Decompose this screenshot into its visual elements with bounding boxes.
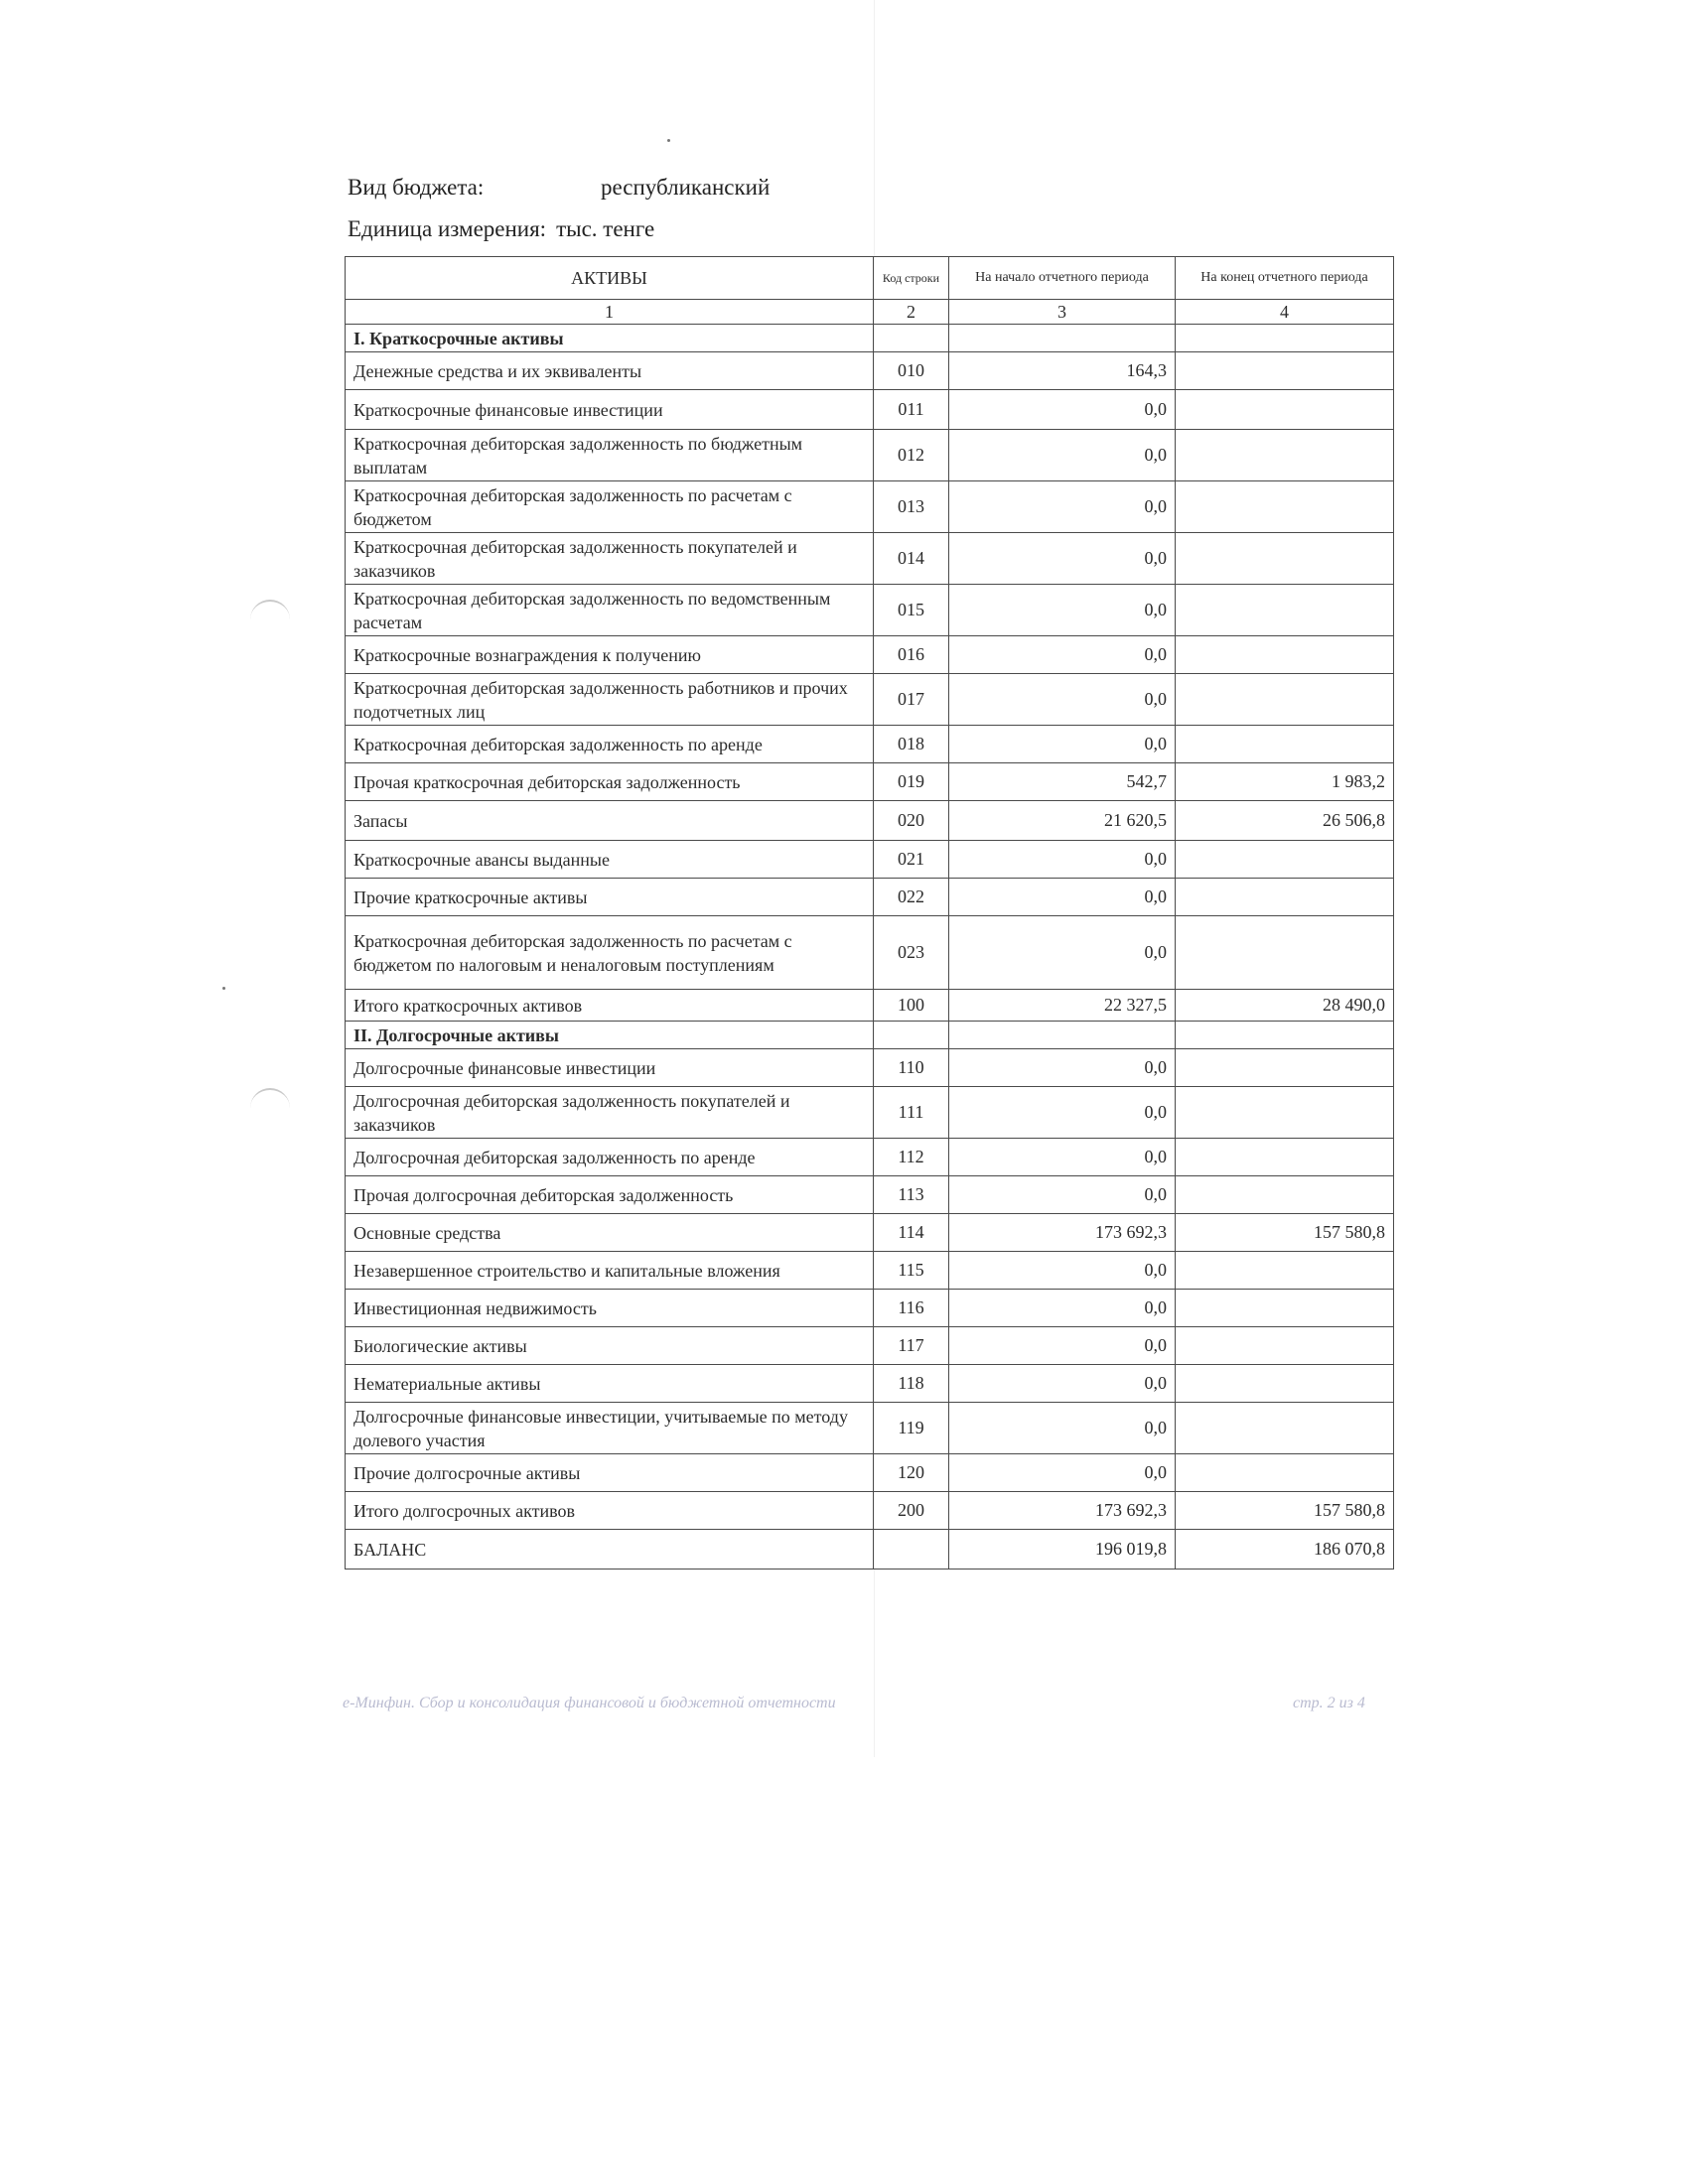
row-end-value xyxy=(1176,1087,1394,1139)
row-code: 200 xyxy=(874,1492,949,1530)
table-row xyxy=(346,352,1394,390)
row-start-value: 0,0 xyxy=(949,390,1176,430)
balance-start-value: 196 019,8 xyxy=(949,1530,1176,1570)
row-end-value xyxy=(1176,390,1394,430)
row-code: 117 xyxy=(874,1327,949,1365)
row-code: 010 xyxy=(874,352,949,390)
row-start-value: 0,0 xyxy=(949,481,1176,533)
row-name: Краткосрочные авансы выданные xyxy=(346,841,874,879)
table-row xyxy=(346,1252,1394,1290)
budget-type-line xyxy=(348,175,771,201)
table-row xyxy=(346,430,1394,481)
row-name: Прочие долгосрочные активы xyxy=(346,1454,874,1492)
row-end-value xyxy=(1176,916,1394,990)
punch-hole-mark xyxy=(250,1088,290,1108)
budget-type-label: Вид бюджета: xyxy=(348,175,485,200)
balance-total-row xyxy=(346,1530,1394,1570)
row-start-value: 542,7 xyxy=(949,763,1176,801)
table-row xyxy=(346,801,1394,841)
table-row xyxy=(346,1403,1394,1454)
row-name: Долгосрочные финансовые инвестиции xyxy=(346,1049,874,1087)
empty-cell xyxy=(949,325,1176,352)
section-header-row xyxy=(346,1022,1394,1049)
row-start-value: 0,0 xyxy=(949,636,1176,674)
row-end-value xyxy=(1176,1290,1394,1327)
empty-cell xyxy=(1176,325,1394,352)
row-end-value xyxy=(1176,1176,1394,1214)
row-end-value xyxy=(1176,636,1394,674)
table-row xyxy=(346,481,1394,533)
table-row xyxy=(346,1087,1394,1139)
row-name: Краткосрочная дебиторская задолженность по бюджетным выплатам xyxy=(346,430,874,481)
row-code: 116 xyxy=(874,1290,949,1327)
row-code: 012 xyxy=(874,430,949,481)
row-name: Незавершенное строительство и капитальные вложения xyxy=(346,1252,874,1290)
row-start-value: 0,0 xyxy=(949,1327,1176,1365)
row-name: Инвестиционная недвижимость xyxy=(346,1290,874,1327)
row-start-value: 21 620,5 xyxy=(949,801,1176,841)
row-name: Итого долгосрочных активов xyxy=(346,1492,874,1530)
row-start-value: 0,0 xyxy=(949,1087,1176,1139)
row-code: 015 xyxy=(874,585,949,636)
row-end-value: 157 580,8 xyxy=(1176,1214,1394,1252)
footer-page-number: стр. 2 из 4 xyxy=(1293,1695,1365,1711)
row-name: Прочая краткосрочная дебиторская задолженность xyxy=(346,763,874,801)
balance-sheet-table xyxy=(345,256,1394,1570)
row-name: Прочая долгосрочная дебиторская задолженность xyxy=(346,1176,874,1214)
row-name: Долгосрочные финансовые инвестиции, учитываемые по методу долевого участия xyxy=(346,1403,874,1454)
row-end-value xyxy=(1176,1139,1394,1176)
table-row xyxy=(346,1365,1394,1403)
balance-end-value: 186 070,8 xyxy=(1176,1530,1394,1570)
row-start-value: 173 692,3 xyxy=(949,1492,1176,1530)
row-start-value: 0,0 xyxy=(949,585,1176,636)
row-name: Краткосрочная дебиторская задолженность покупателей и заказчиков xyxy=(346,533,874,585)
row-start-value: 0,0 xyxy=(949,841,1176,879)
row-code: 100 xyxy=(874,990,949,1022)
column-number-row xyxy=(346,300,1394,325)
row-code: 112 xyxy=(874,1139,949,1176)
row-code: 021 xyxy=(874,841,949,879)
row-end-value xyxy=(1176,1365,1394,1403)
table-row xyxy=(346,916,1394,990)
row-end-value xyxy=(1176,585,1394,636)
row-name: Нематериальные активы xyxy=(346,1365,874,1403)
unit-value: тыс. тенге xyxy=(556,216,655,241)
row-name: Краткосрочная дебиторская задолженность работников и прочих подотчетных лиц xyxy=(346,674,874,726)
table-row xyxy=(346,1492,1394,1530)
row-end-value xyxy=(1176,879,1394,916)
row-start-value: 0,0 xyxy=(949,1176,1176,1214)
row-code: 119 xyxy=(874,1403,949,1454)
row-end-value xyxy=(1176,481,1394,533)
row-start-value: 0,0 xyxy=(949,879,1176,916)
table-row xyxy=(346,726,1394,763)
row-start-value: 0,0 xyxy=(949,726,1176,763)
row-start-value: 164,3 xyxy=(949,352,1176,390)
row-name: Краткосрочная дебиторская задолженность по аренде xyxy=(346,726,874,763)
row-end-value xyxy=(1176,430,1394,481)
row-code: 017 xyxy=(874,674,949,726)
row-name: Краткосрочная дебиторская задолженность по ведомственным расчетам xyxy=(346,585,874,636)
table-row xyxy=(346,879,1394,916)
table-row xyxy=(346,1214,1394,1252)
section-title: I. Краткосрочные активы xyxy=(346,325,874,352)
row-end-value: 28 490,0 xyxy=(1176,990,1394,1022)
row-code: 111 xyxy=(874,1087,949,1139)
table-row xyxy=(346,1139,1394,1176)
row-code: 114 xyxy=(874,1214,949,1252)
row-start-value: 0,0 xyxy=(949,533,1176,585)
col-header-assets: АКТИВЫ xyxy=(346,257,874,300)
table-row xyxy=(346,585,1394,636)
row-code: 013 xyxy=(874,481,949,533)
row-code: 011 xyxy=(874,390,949,430)
row-end-value xyxy=(1176,1403,1394,1454)
row-code: 115 xyxy=(874,1252,949,1290)
table-row xyxy=(346,1454,1394,1492)
row-start-value: 0,0 xyxy=(949,430,1176,481)
balance-code xyxy=(874,1530,949,1570)
row-start-value: 22 327,5 xyxy=(949,990,1176,1022)
row-end-value xyxy=(1176,1327,1394,1365)
row-name: Денежные средства и их эквиваленты xyxy=(346,352,874,390)
table-row xyxy=(346,533,1394,585)
row-start-value: 0,0 xyxy=(949,1139,1176,1176)
row-name: Краткосрочная дебиторская задолженность по расчетам с бюджетом xyxy=(346,481,874,533)
row-end-value xyxy=(1176,533,1394,585)
row-name: Краткосрочная дебиторская задолженность по расчетам с бюджетом по налоговым и неналоговым поступлениям xyxy=(346,916,874,990)
row-start-value: 0,0 xyxy=(949,1454,1176,1492)
row-name: Краткосрочные вознаграждения к получению xyxy=(346,636,874,674)
table-row xyxy=(346,390,1394,430)
row-code: 120 xyxy=(874,1454,949,1492)
row-name: Долгосрочная дебиторская задолженность покупателей и заказчиков xyxy=(346,1087,874,1139)
section-header-row xyxy=(346,325,1394,352)
row-code: 118 xyxy=(874,1365,949,1403)
col-number: 2 xyxy=(874,300,949,325)
row-end-value xyxy=(1176,352,1394,390)
row-start-value: 0,0 xyxy=(949,674,1176,726)
row-end-value xyxy=(1176,1252,1394,1290)
row-start-value: 0,0 xyxy=(949,916,1176,990)
col-number: 4 xyxy=(1176,300,1394,325)
row-end-value xyxy=(1176,1049,1394,1087)
empty-cell xyxy=(874,325,949,352)
row-start-value: 0,0 xyxy=(949,1049,1176,1087)
row-start-value: 0,0 xyxy=(949,1290,1176,1327)
row-name: Биологические активы xyxy=(346,1327,874,1365)
table-row xyxy=(346,1327,1394,1365)
speck xyxy=(667,139,670,142)
row-end-value: 26 506,8 xyxy=(1176,801,1394,841)
unit-label: Единица измерения: xyxy=(348,216,547,241)
row-name: Прочие краткосрочные активы xyxy=(346,879,874,916)
balance-label: БАЛАНС xyxy=(346,1530,874,1570)
row-start-value: 0,0 xyxy=(949,1252,1176,1290)
row-code: 014 xyxy=(874,533,949,585)
row-code: 020 xyxy=(874,801,949,841)
row-start-value: 0,0 xyxy=(949,1365,1176,1403)
punch-hole-mark xyxy=(250,600,290,619)
row-code: 023 xyxy=(874,916,949,990)
table-body xyxy=(346,325,1394,1570)
row-code: 018 xyxy=(874,726,949,763)
section-title: II. Долгосрочные активы xyxy=(346,1022,874,1049)
row-end-value xyxy=(1176,674,1394,726)
row-end-value xyxy=(1176,726,1394,763)
row-end-value: 157 580,8 xyxy=(1176,1492,1394,1530)
row-name: Основные средства xyxy=(346,1214,874,1252)
col-number: 3 xyxy=(949,300,1176,325)
row-start-value: 0,0 xyxy=(949,1403,1176,1454)
table-header-row xyxy=(346,257,1394,300)
row-name: Итого краткосрочных активов xyxy=(346,990,874,1022)
col-header-end: На конец отчетного периода xyxy=(1176,257,1394,300)
budget-type-value: республиканский xyxy=(601,175,771,200)
row-name: Краткосрочные финансовые инвестиции xyxy=(346,390,874,430)
speck xyxy=(222,987,225,990)
col-header-start: На начало отчетного периода xyxy=(949,257,1176,300)
row-start-value: 173 692,3 xyxy=(949,1214,1176,1252)
row-name: Запасы xyxy=(346,801,874,841)
table-row xyxy=(346,674,1394,726)
empty-cell xyxy=(949,1022,1176,1049)
table-row xyxy=(346,636,1394,674)
col-number: 1 xyxy=(346,300,874,325)
row-end-value xyxy=(1176,1454,1394,1492)
row-end-value: 1 983,2 xyxy=(1176,763,1394,801)
row-name: Долгосрочная дебиторская задолженность по аренде xyxy=(346,1139,874,1176)
row-code: 019 xyxy=(874,763,949,801)
footer-system-name: е-Минфин. Сбор и консолидация финансовой и бюджетной отчетности xyxy=(343,1695,836,1711)
empty-cell xyxy=(1176,1022,1394,1049)
row-end-value xyxy=(1176,841,1394,879)
row-code: 016 xyxy=(874,636,949,674)
row-code: 113 xyxy=(874,1176,949,1214)
table-row xyxy=(346,841,1394,879)
table-row xyxy=(346,1049,1394,1087)
unit-line xyxy=(348,216,654,242)
table-row xyxy=(346,1176,1394,1214)
empty-cell xyxy=(874,1022,949,1049)
table-row xyxy=(346,763,1394,801)
row-code: 022 xyxy=(874,879,949,916)
col-header-code: Код строки xyxy=(874,257,949,300)
table-row xyxy=(346,990,1394,1022)
table-row xyxy=(346,1290,1394,1327)
row-code: 110 xyxy=(874,1049,949,1087)
